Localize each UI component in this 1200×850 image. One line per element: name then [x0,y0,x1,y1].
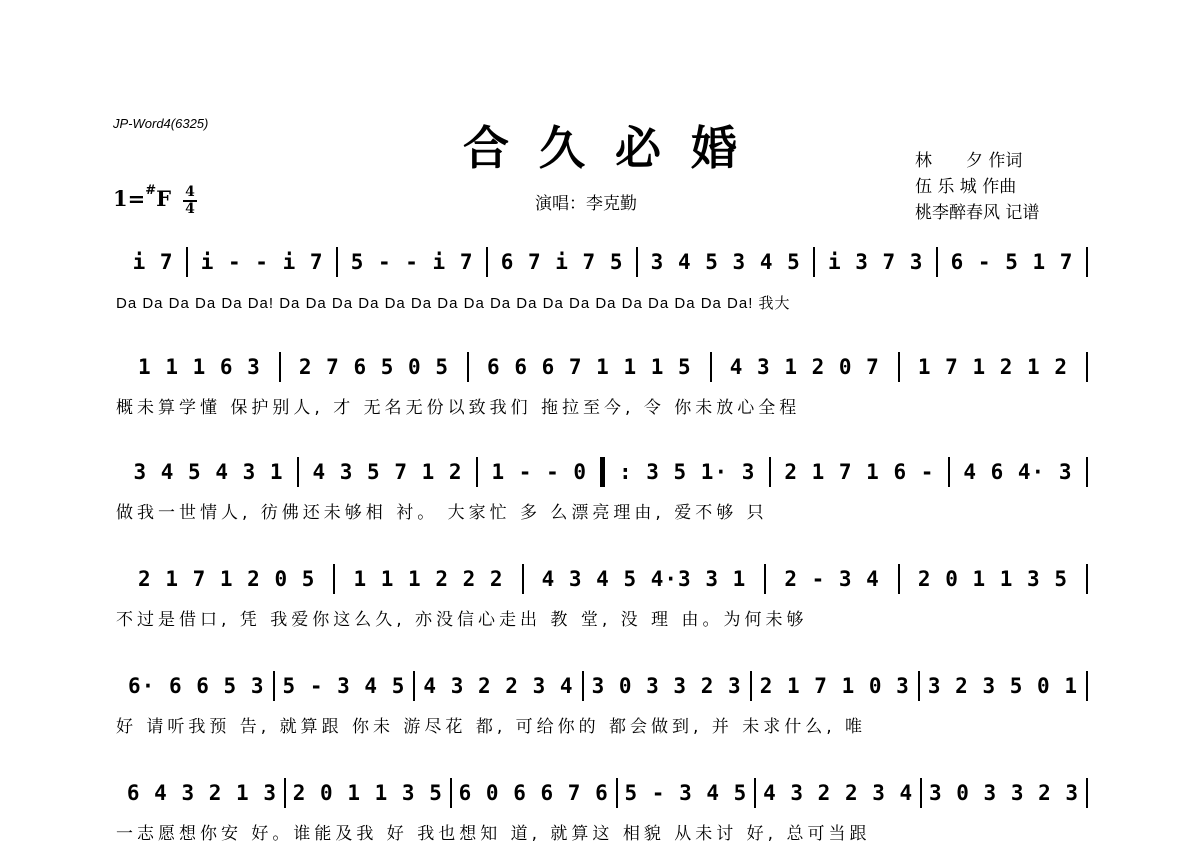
measure: 3 4 5 3 4 5 [650,250,801,274]
lyrics-line: 概未算学懂 保护别人, 才 无名无份以致我们 拖拉至今, 令 你未放心全程 [116,398,801,418]
measure: 2 0 1 1 3 5 [292,781,443,805]
measure: 4 3 2 2 3 4 [763,781,914,805]
barline [1086,352,1088,382]
measure: 2 1 7 1 0 3 [759,674,910,698]
song-title: 合久必婚 [463,121,767,175]
barline [1086,457,1088,487]
time-signature [183,186,197,216]
notation-row [120,564,1088,594]
measure: 5 - - i 7 [350,250,474,274]
measure: 6· 6 6 5 3 [128,674,265,698]
key-note: F [156,186,172,211]
measure: 1 1 1 6 3 [138,355,261,379]
measure: 4 3 5 7 1 2 [312,460,463,484]
measure: 2 - 3 4 [784,567,880,591]
lyrics-line: Da Da Da Da Da Da! Da Da Da Da Da Da Da Da Da Da Da Da Da Da Da Da Da Da! 我大 [116,295,791,312]
measure: 5 - 3 4 5 [624,781,748,805]
measure: 4 3 2 2 3 4 [423,674,574,698]
time-numerator: 4 [185,184,195,200]
measure: 3 0 3 3 2 3 [928,781,1080,805]
measure: 1 - - 0 [491,460,588,484]
measure: 6 4 3 2 1 3 [126,781,277,805]
measure: 3 4 5 4 3 1 [133,460,284,484]
singer-credit: 演唱：李克勤 [535,194,637,214]
key-signature [113,183,197,217]
measure: 2 0 1 1 3 5 [917,567,1068,591]
notation-row [120,671,1088,701]
measure: : 3 5 1· 3 [618,460,756,484]
barline [1086,778,1088,808]
measure: 4 3 4 5 4·3 3 1 [541,567,747,591]
lyrics-line: 做我一世情人, 彷佛还未够相 衬。 大家忙 多 么漂亮理由, 爱不够 只 [116,503,768,523]
measure: 4 3 1 2 0 7 [729,355,880,379]
lyrics-line: 一志愿想你安 好。谁能及我 好 我也想知 道, 就算这 相貌 从未讨 好, 总可当跟 [116,824,871,844]
notation-row [120,352,1088,382]
barline [1086,247,1088,277]
measure: 6 - 5 1 7 [950,250,1074,274]
software-watermark: JP-Word4(6325) [113,116,209,131]
measure: i 3 7 3 [827,250,924,274]
measure: 2 1 7 1 2 0 5 [138,567,316,591]
barline [1086,671,1088,701]
notation-row [120,247,1088,277]
measure: 6 0 6 6 7 6 [458,781,609,805]
composer-credit: 伍 乐 城 作曲 [915,177,1017,197]
measure: 1 7 1 2 1 2 [917,355,1068,379]
measure: 6 7 i 7 5 [500,250,624,274]
lyricist-credit: 林 夕 作词 [915,151,1023,171]
measure: 2 7 6 5 0 5 [298,355,449,379]
measure: 6 6 6 7 1 1 1 5 [487,355,692,379]
measure: 1 1 1 2 2 2 [353,567,504,591]
measure: 2 1 7 1 6 - [784,460,935,484]
measure: 3 2 3 5 0 1 [927,674,1078,698]
barline [1086,564,1088,594]
sharp-symbol: # [145,183,157,198]
measure: 3 0 3 3 2 3 [591,674,742,698]
notation-row [120,457,1088,487]
lyrics-line: 好 请听我预 告, 就算跟 你未 游尽花 都, 可给你的 都会做到, 并 未求什么, 唯 [116,717,867,737]
measure: i 7 [132,250,174,274]
time-denominator: 4 [185,201,195,217]
measure: 4 6 4· 3 [963,460,1073,484]
transcriber-credit: 桃李醉春风 记谱 [915,203,1040,223]
lyrics-line: 不过是借口, 凭 我爱你这么久, 亦没信心走出 教 堂, 没 理 由。为何未够 [116,610,808,630]
measure: i - - i 7 [200,250,324,274]
notation-row [120,778,1088,808]
credits-block [915,148,1039,226]
key-prefix: 1= [113,186,146,211]
measure: 5 - 3 4 5 [282,674,406,698]
